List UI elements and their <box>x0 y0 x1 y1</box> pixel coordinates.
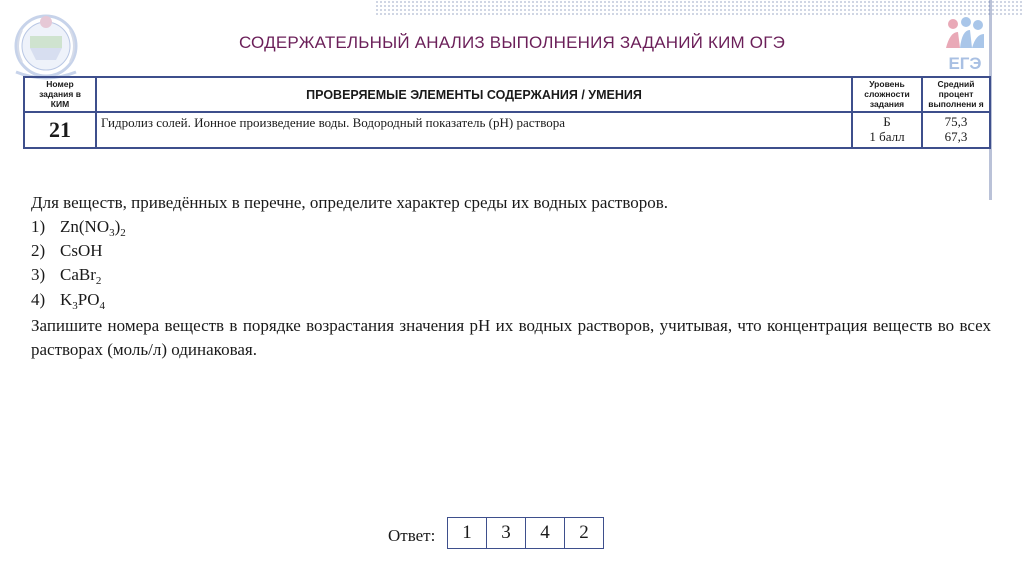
answer-cell: 3 <box>486 518 525 548</box>
col-header-level: Уровень сложности задания <box>852 77 922 112</box>
page-title: СОДЕРЖАТЕЛЬНЫЙ АНАЛИЗ ВЫПОЛНЕНИЯ ЗАДАНИЙ КИМ ОГЭ <box>238 33 786 52</box>
task-body <box>31 191 991 362</box>
item-number: 4) <box>31 289 46 309</box>
ege-logo-text: ЕГЭ <box>948 54 982 73</box>
task-number: 21 <box>24 112 96 148</box>
task-level <box>852 112 922 148</box>
task-intro: Для веществ, приведённых в перечне, определите характер среды их водных растворов. <box>31 193 669 212</box>
task-percent-2: 67,3 <box>944 129 968 145</box>
item-formula: $K_3PO_4$ <box>60 289 106 312</box>
task-header-table <box>23 76 991 149</box>
col-header-content: ПРОВЕРЯЕМЫЕ ЭЛЕМЕНТЫ СОДЕРЖАНИЯ / УМЕНИЯ <box>96 77 852 112</box>
task-content-elements: Гидролиз солей. Ионное произведение воды. Водородный показатель (pH) раствора <box>96 112 852 148</box>
answer-box <box>447 517 604 549</box>
table-row <box>24 112 990 148</box>
answer-label: Ответ: <box>388 526 436 545</box>
task-percent <box>922 112 990 148</box>
list-item <box>31 263 991 287</box>
item-formula: $Zn(NO_3)_2$ <box>60 217 126 240</box>
item-formula: CsOH <box>60 241 103 261</box>
list-item <box>31 239 991 263</box>
item-formula: CaBr$_2$ <box>60 265 102 288</box>
table-header-row <box>24 77 990 112</box>
task-level-points: 1 балл <box>869 129 905 145</box>
answer-cell: 1 <box>462 522 472 543</box>
decorative-dot-band <box>375 0 1024 16</box>
task-percent-1: 75,3 <box>944 114 968 130</box>
item-number: 1) <box>31 217 46 237</box>
task-instruction: Запишите номера веществ в порядке возрастания значения рН их водных растворов, учитывая, что концентрация веществ во всех растворах (моль/л) одинаковая. <box>31 315 991 359</box>
answer-cell: 4 <box>525 518 564 548</box>
answer-cell: 2 <box>564 518 603 548</box>
item-number: 3) <box>31 265 46 285</box>
task-level-letter: Б <box>883 114 891 130</box>
col-header-number: Номер задания в КИМ <box>24 77 96 112</box>
list-item <box>31 215 991 239</box>
item-number: 2) <box>31 241 46 261</box>
col-header-percent: Средний процент выполнени я <box>922 77 990 112</box>
list-item <box>31 288 991 312</box>
